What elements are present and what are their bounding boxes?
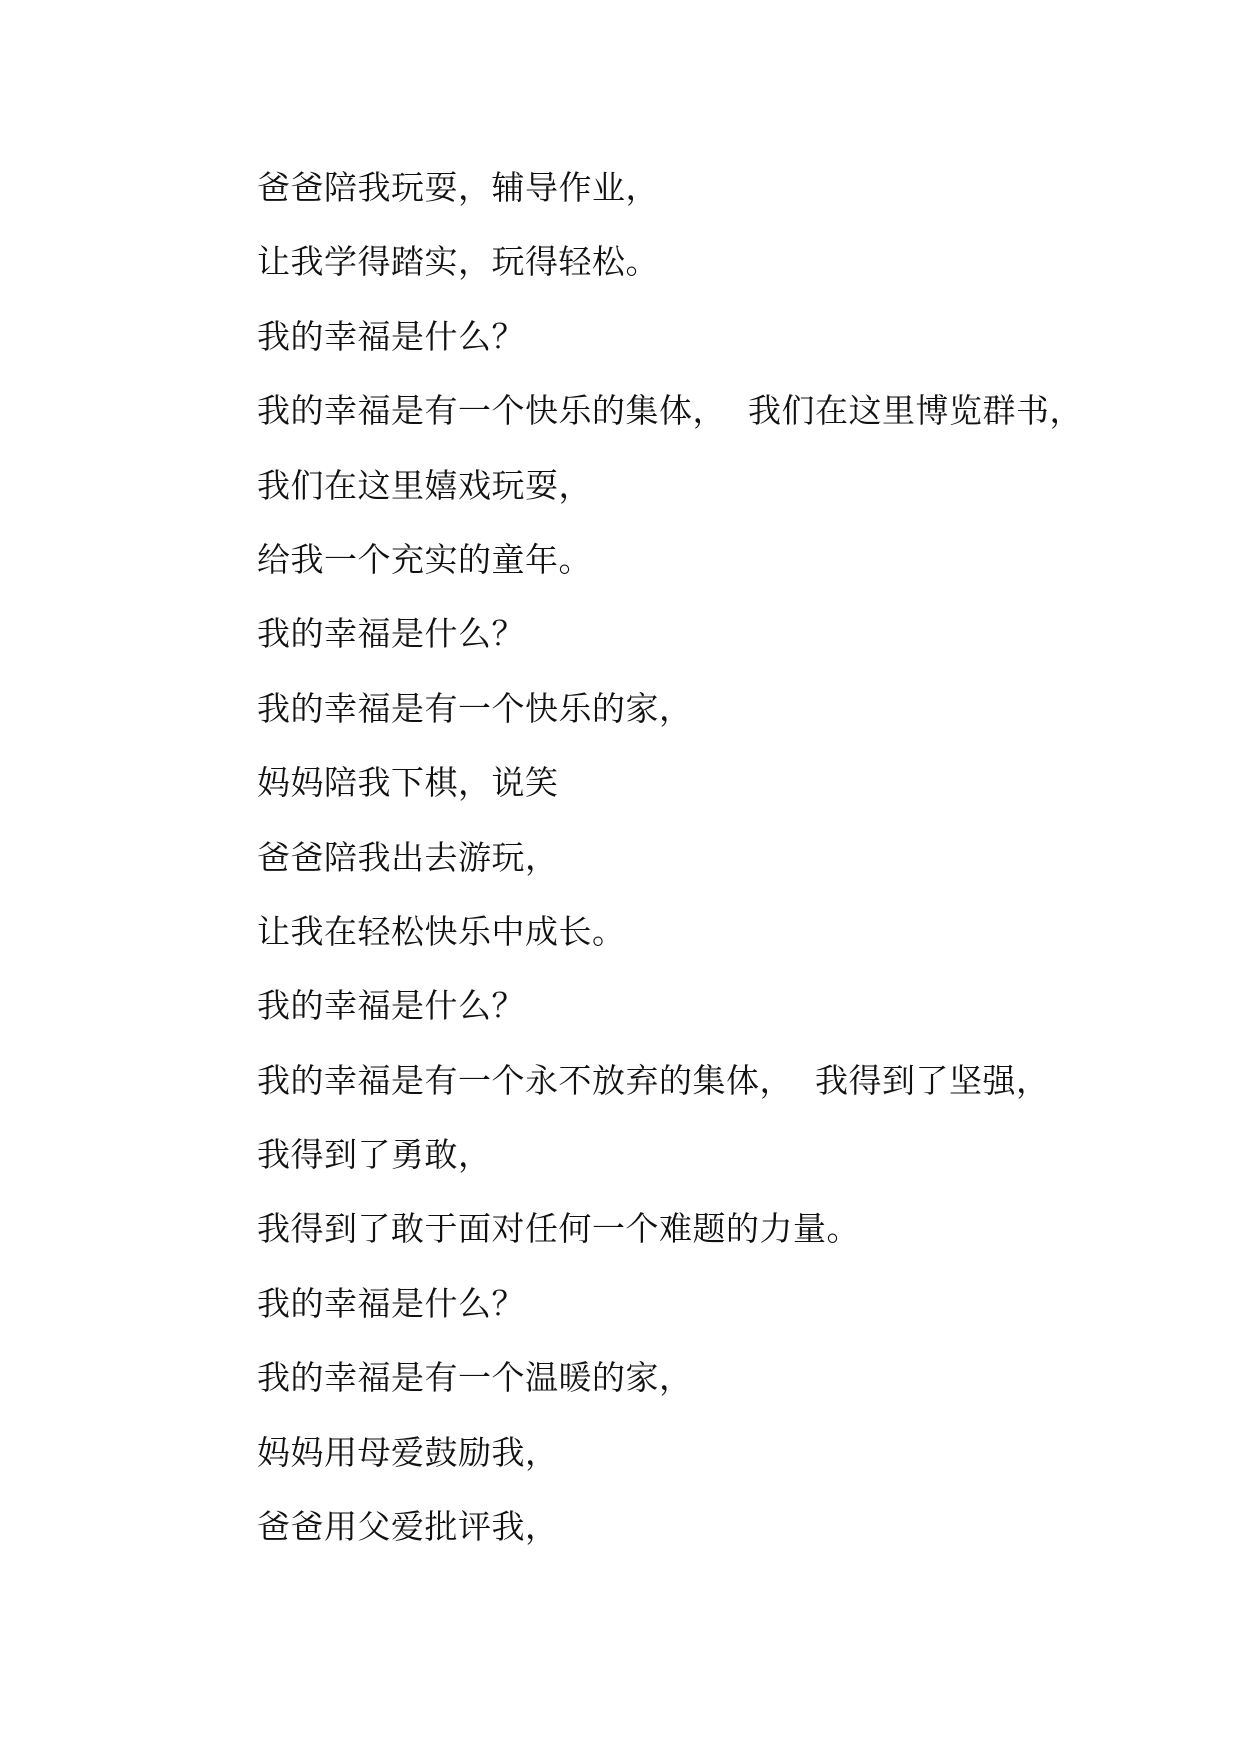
poem-line: 我得到了敢于面对任何一个难题的力量。 (257, 1209, 860, 1249)
poem-line: 爸爸陪我出去游玩， (257, 837, 559, 877)
poem-line: 我的幸福是有一个快乐的集体， 我们在这里博览群书， (257, 391, 1083, 431)
poem-line: 我的幸福是有一个温暖的家， (257, 1358, 693, 1398)
poem-line: 让我学得踏实，玩得轻松。 (257, 242, 659, 282)
poem-line: 让我在轻松快乐中成长。 (257, 911, 626, 951)
poem-line: 我的幸福是什么？ (257, 986, 525, 1026)
poem-line: 我的幸福是什么？ (257, 316, 525, 356)
poem-line: 给我一个充实的童年。 (257, 539, 592, 579)
poem-line: 我的幸福是什么？ (257, 614, 525, 654)
poem-line: 爸爸陪我玩耍，辅导作业， (257, 168, 659, 207)
poem-line: 我得到了勇敢， (257, 1135, 492, 1175)
poem-text (257, 168, 1157, 1581)
poem-line: 妈妈用母爱鼓励我， (257, 1432, 559, 1472)
poem-line: 我的幸福是有一个永不放弃的集体， 我得到了坚强， (257, 1060, 1050, 1100)
poem-line: 妈妈陪我下棋，说笑 (257, 763, 559, 803)
poem-line: 我的幸福是什么？ (257, 1283, 525, 1323)
poem-line: 我们在这里嬉戏玩耍， (257, 465, 592, 505)
poem-line: 爸爸用父爱批评我， (257, 1507, 559, 1547)
poem-line: 我的幸福是有一个快乐的家， (257, 688, 693, 728)
